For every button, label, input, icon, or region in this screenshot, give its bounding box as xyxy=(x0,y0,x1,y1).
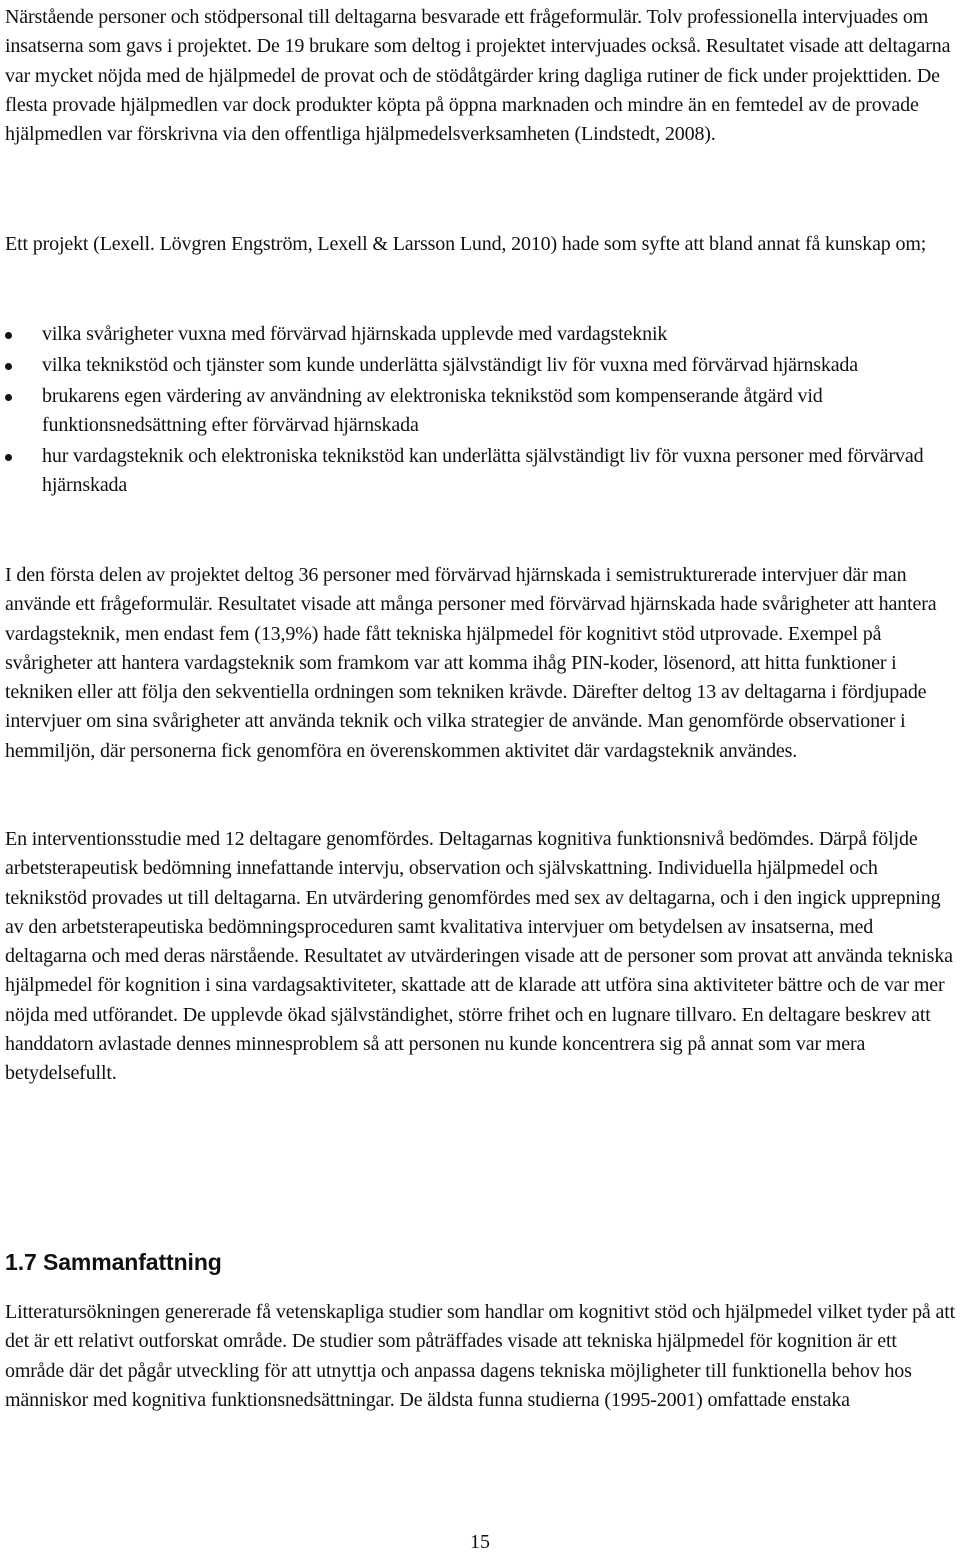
list-item xyxy=(5,382,955,441)
bullet-dot-icon xyxy=(5,394,12,401)
bullet-dot-icon xyxy=(5,332,12,339)
section-heading-summary: 1.7 Sammanfattning xyxy=(5,1249,222,1275)
document-page xyxy=(5,0,955,1556)
paragraph-stakeholder-survey: Närstående personer och stödpersonal till deltagarna besvarade ett frågeformulär. Tolv professionella intervjuades om insatserna som gavs i projektet. De 19 brukare som deltog i projektet intervjuades också. Resultatet visade att deltagarna var mycket nöjda med de hjälpmedel de provat och de stödåtgärder kring dagliga rutiner de fick under projekttiden. De flesta provade hjälpmedlen var dock produkter köpta på öppna marknaden och mindre än en femtedel av de provade hjälpmedlen var förskrivna via den offentliga hjälpmedelsverksamheten (Lindstedt, 2008). xyxy=(5,6,951,146)
bullet-list-project-aims xyxy=(5,320,955,502)
list-item xyxy=(5,351,955,380)
bullet-dot-icon xyxy=(5,363,12,370)
paragraph-first-part-results: I den första delen av projektet deltog 36 personer med förvärvad hjärnskada i semistrukturerade intervjuer där man använde ett frågeformulär. Resultatet visade att många personer med förvärvad hjärnskada hade svårigheter att hantera vardagsteknik, men endast fem (13,9%) hade fått tekniska hjälpmedel för kognitivt stöd utprovade. Exempel på svårigheter att hantera vardagsteknik som framkom var att komma ihåg PIN-koder, lösenord, att hitta funktioner i tekniken eller att följa den sekventiella ordningen som tekniken krävde. Därefter deltog 13 av deltagarna i fördjupade intervjuer om sina svårigheter att använda teknik och vilka strategier de använde. Man genomförde observationer i hemmiljön, där personerna fick genomföra en överenskommen aktivitet där vardagsteknik användes. xyxy=(5,564,937,762)
list-item xyxy=(5,442,955,501)
paragraph-summary: Litteratursökningen genererade få vetenskapliga studier som handlar om kognitivt stöd och hjälpmedel vilket tyder på att det är ett relativt outforskat område. De studier som påträffades visade att tekniska hjälpmedel för kognition är ett område där det pågår utveckling för att utnyttja och anpassa dagens tekniska möjligheter till funktionella behov hos människor med kognitiva funktionsnedsättningar. De äldsta funna studierna (1995-2001) omfattade enstaka xyxy=(5,1301,956,1411)
bullet-dot-icon xyxy=(5,454,12,461)
page-number: 15 xyxy=(470,1531,490,1553)
list-item-text: vilka svårigheter vuxna med förvärvad hjärnskada upplevde med vardagsteknik xyxy=(42,323,668,345)
list-item xyxy=(5,320,955,349)
list-item-text: brukarens egen värdering av användning av elektroniska teknikstöd som kompenserande åtgärd vid funktionsnedsättning efter förvärvad hjärnskada xyxy=(42,384,823,436)
paragraph-intervention-study: En interventionsstudie med 12 deltagare genomfördes. Deltagarnas kognitiva funktionsnivå bedömdes. Därpå följde arbetsterapeutisk bedömning innefattande intervju, observation och självskattning. Individuella hjälpmedel och teknikstöd provades ut till deltagarna. En utvärdering genomfördes med sex av deltagarna, och i den ingick upprepning av den arbetsterapeutiska bedömningsproceduren samt kvalitativa intervjuer om betydelsen av insatserna, med deltagarna och med deras närstående. Resultatet av utvärderingen visade att de personer som provat att använda tekniska hjälpmedel för kognition i sina vardagsaktiviteter, skattade att de klarade att utföra sina aktiviteter bättre och de var mer nöjda med utförandet. De upplevde ökad självständighet, större frihet och en lugnare tillvaro. En deltagare beskrev att handdatorn avlastade dennes minnesproblem så att personen nu kunde koncentrera sig på annat som var mera betydelsefullt. xyxy=(5,828,953,1085)
paragraph-project-intro: Ett projekt (Lexell. Lövgren Engström, Lexell & Larsson Lund, 2010) hade som syfte att bland annat få kunskap om; xyxy=(5,233,927,255)
list-item-text: vilka teknikstöd och tjänster som kunde underlätta självständigt liv för vuxna med förvärvad hjärnskada xyxy=(42,353,859,376)
list-item-text: hur vardagsteknik och elektroniska teknikstöd kan underlätta självständigt liv för vuxna personer med förvärvad hjärnskada xyxy=(42,444,924,496)
